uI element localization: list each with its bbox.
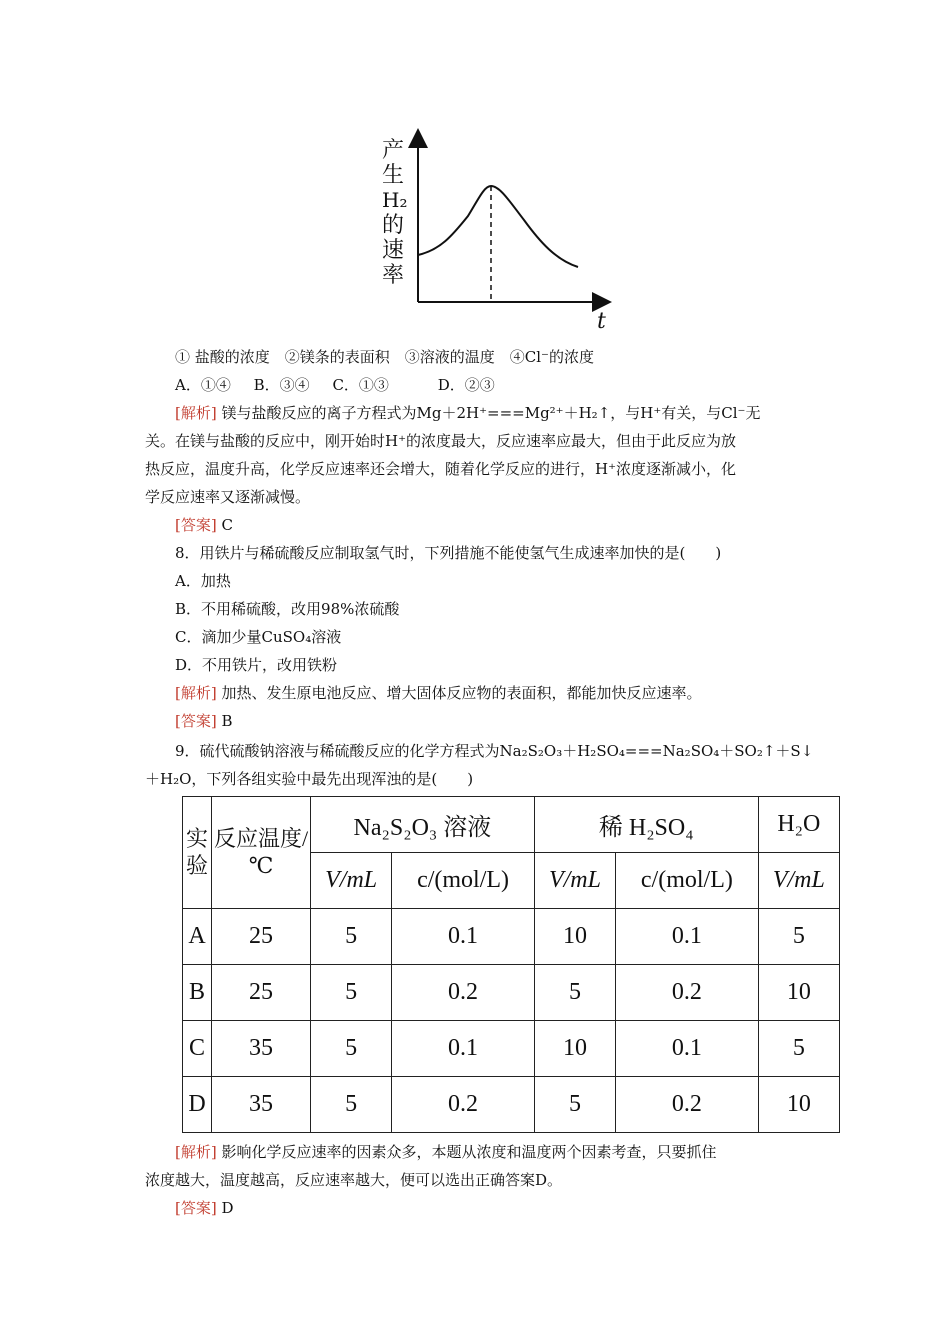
subheader-volume: V/mL [758,853,839,909]
answer-tag: [答案] [175,516,217,534]
cell-temperature: 25 [212,965,311,1021]
analysis-tag: [解析] [175,404,217,422]
cell-na-volume: 5 [311,1021,392,1077]
row-label: D [183,1077,212,1133]
cell-acid-volume: 5 [534,1077,615,1133]
q7-answer-value: C [221,516,233,534]
y-label-char-5: 速 [382,238,405,263]
q8-option-c: C．滴加少量CuSO₄溶液 [175,628,342,646]
row-label: C [183,1021,212,1077]
cell-na-concentration: 0.2 [392,1077,535,1133]
header-h2o: H₂O [758,797,839,853]
q9-answer-value: D [221,1199,234,1217]
q8-analysis-text: 加热、发生原电池反应、增大固体反应物的表面积，都能加快反应速率。 [221,684,702,702]
q8-option-b: B．不用稀硫酸，改用98%浓硫酸 [175,600,400,618]
q9-stem-line2: ＋H₂O，下列各组实验中最先出现浑浊的是( ) [145,770,474,788]
cell-acid-volume: 10 [534,909,615,965]
header-na2s2o3: Na₂S₂O₃ 溶液 [311,797,535,853]
subheader-volume: V/mL [311,853,392,909]
q9-analysis-line2: 浓度越大，温度越高，反应速率越大，便可以选出正确答案D。 [145,1171,563,1189]
x-axis-label: t [597,309,606,334]
header-temperature: 反应温度/℃ [212,797,311,909]
q7-answer [145,511,805,539]
cell-water-volume: 5 [758,1021,839,1077]
experiment-table [182,796,840,1133]
answer-tag: [答案] [175,712,217,730]
subheader-volume: V/mL [534,853,615,909]
cell-na-volume: 5 [311,1077,392,1133]
cell-water-volume: 5 [758,909,839,965]
rate-curve [418,186,578,267]
q8-analysis [145,679,805,707]
q8-answer-value: B [221,712,233,730]
q7-option-d: D．②③ [437,376,495,394]
q7-analysis-line1 [145,399,805,427]
q7-analysis-line3: 热反应，温度升高，化学反应速率还会增大，随着化学反应的进行，H⁺浓度逐渐减小，化 [145,460,737,478]
cell-na-concentration: 0.2 [392,965,535,1021]
cell-water-volume: 10 [758,965,839,1021]
q7-option-b: B．③④ [253,376,310,394]
cell-acid-concentration: 0.2 [616,965,759,1021]
cell-temperature: 25 [212,909,311,965]
answer-tag: [答案] [175,1199,217,1217]
q8-option-d: D．不用铁片，改用铁粉 [175,656,338,674]
q7-option-c: C．①③ [332,376,389,394]
y-label-char-3: H₂ [382,188,408,212]
q8-option-a: A．加热 [175,572,231,590]
q7-analysis-line2: 关。在镁与盐酸的反应中，刚开始时H⁺的浓度最大，反应速率应最大，但由于此反应为放 [145,432,737,450]
q8-stem: 8．用铁片与稀硫酸反应制取氢气时，下列措施不能使氢气生成速率加快的是( ) [175,544,722,562]
rate-curve-svg [360,120,620,335]
analysis-tag: [解析] [175,684,217,702]
subheader-concentration: c/(mol/L) [616,853,759,909]
y-label-char-1: 产 [382,138,405,163]
cell-acid-concentration: 0.1 [616,909,759,965]
cell-na-volume: 5 [311,909,392,965]
cell-temperature: 35 [212,1077,311,1133]
header-experiment: 实验 [183,797,212,909]
q7-analysis-text-1: 镁与盐酸反应的离子方程式为Mg＋2H⁺===Mg²⁺＋H₂↑，与H⁺有关，与Cl⁻无 [221,404,761,422]
q7-options [145,371,805,399]
table-row [183,909,840,965]
q9-answer [145,1194,805,1222]
subheader-concentration: c/(mol/L) [392,853,535,909]
table-row [183,1021,840,1077]
q9-analysis-line1 [145,1138,805,1166]
table-header-row [183,797,840,853]
q9-stem-line1: 9．硫代硫酸钠溶液与稀硫酸反应的化学方程式为Na₂S₂O₃＋H₂SO₄===Na₂SO₄＋SO₂↑＋S↓ [175,742,814,760]
y-label-char-2: 生 [382,163,405,188]
cell-temperature: 35 [212,1021,311,1077]
cell-acid-concentration: 0.2 [616,1077,759,1133]
cell-na-concentration: 0.1 [392,909,535,965]
q7-option-a: A．①④ [175,376,231,394]
q9-analysis-text-1: 影响化学反应速率的因素众多，本题从浓度和温度两个因素考查，只要抓住 [221,1143,717,1161]
header-h2so4: 稀 H₂SO₄ [534,797,758,853]
q7-factors: ① 盐酸的浓度 ②镁条的表面积 ③溶液的温度 ④Cl⁻的浓度 [175,348,594,366]
q7-analysis-line4: 学反应速率又逐渐减慢。 [145,488,311,506]
cell-na-volume: 5 [311,965,392,1021]
cell-water-volume: 10 [758,1077,839,1133]
table-row [183,965,840,1021]
cell-acid-volume: 5 [534,965,615,1021]
cell-na-concentration: 0.1 [392,1021,535,1077]
row-label: B [183,965,212,1021]
cell-acid-concentration: 0.1 [616,1021,759,1077]
y-label-char-4: 的 [382,213,405,238]
analysis-tag: [解析] [175,1143,217,1161]
row-label: A [183,909,212,965]
table-row [183,1077,840,1133]
rate-time-figure [360,120,620,335]
cell-acid-volume: 10 [534,1021,615,1077]
y-label-char-6: 率 [382,263,405,288]
q8-answer [145,707,805,735]
